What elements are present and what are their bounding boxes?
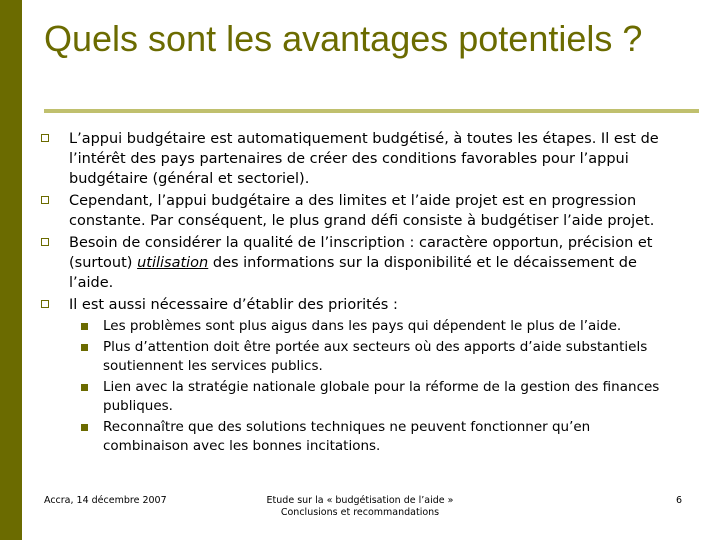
slide-title: Quels sont les avantages potentiels ?: [44, 18, 643, 59]
square-bullet-icon: [41, 238, 49, 246]
bullet-text: Cependant, l’appui budgétaire a des limites et l’aide projet est en progression constante. Par conséquent, le plus grand défi consiste à budgétiser l’aide projet.: [69, 193, 655, 229]
footer-line-2: Conclusions et recommandations: [280, 507, 440, 518]
title-underline: [44, 109, 699, 113]
bullet-text: Il est aussi nécessaire d’établir des priorités :: [69, 297, 398, 313]
footer-line-1: Etude sur la « budgétisation de l’aide »: [266, 495, 454, 506]
sub-bullet-item: [40, 338, 680, 376]
square-bullet-icon: [41, 300, 49, 308]
filled-square-bullet-icon: [81, 384, 88, 391]
bullet-list: [40, 129, 680, 458]
bullet-text-before: Besoin de considérer la qualité de l’inscription : caractère opportun, précision et (surtout): [69, 235, 653, 271]
sidebar-band: [0, 0, 22, 540]
sub-bullet-item: [40, 378, 680, 416]
sub-bullet-text: Les problèmes sont plus aigus dans les pays qui dépendent le plus de l’aide.: [103, 318, 622, 334]
footer-date: Accra, 14 décembre 2007: [44, 495, 167, 506]
filled-square-bullet-icon: [81, 424, 88, 431]
filled-square-bullet-icon: [81, 344, 88, 351]
sub-bullet-item: [40, 418, 680, 456]
bullet-text: L’appui budgétaire est automatiquement budgétisé, à toutes les étapes. Il est de l’intérêt des pays partenaires de créer des conditions favorables pour l’appui budgétaire (général et sectoriel).: [69, 131, 659, 187]
sub-bullet-text: Lien avec la stratégie nationale globale pour la réforme de la gestion des finances publiques.: [103, 379, 660, 414]
emphasis-word: utilisation: [137, 255, 209, 271]
sub-bullet-item: [40, 317, 680, 336]
square-bullet-icon: [41, 134, 49, 142]
bullet-item: [40, 191, 680, 231]
page-number: 6: [675, 495, 682, 506]
sub-bullet-text: Plus d’attention doit être portée aux secteurs où des apports d’aide substantiels soutiennent les services publics.: [103, 339, 648, 374]
filled-square-bullet-icon: [81, 323, 88, 330]
square-bullet-icon: [41, 196, 49, 204]
bullet-item: [40, 295, 680, 315]
footer-study-title: [230, 495, 490, 519]
bullet-text-after: des informations sur la disponibilité et le décaissement de l’aide.: [69, 255, 637, 291]
sub-bullet-list: [40, 317, 680, 456]
bullet-item: [40, 233, 680, 293]
bullet-item: [40, 129, 680, 189]
sub-bullet-text: Reconnaître que des solutions techniques ne peuvent fonctionner qu’en combinaison avec les bonnes incitations.: [103, 419, 591, 454]
